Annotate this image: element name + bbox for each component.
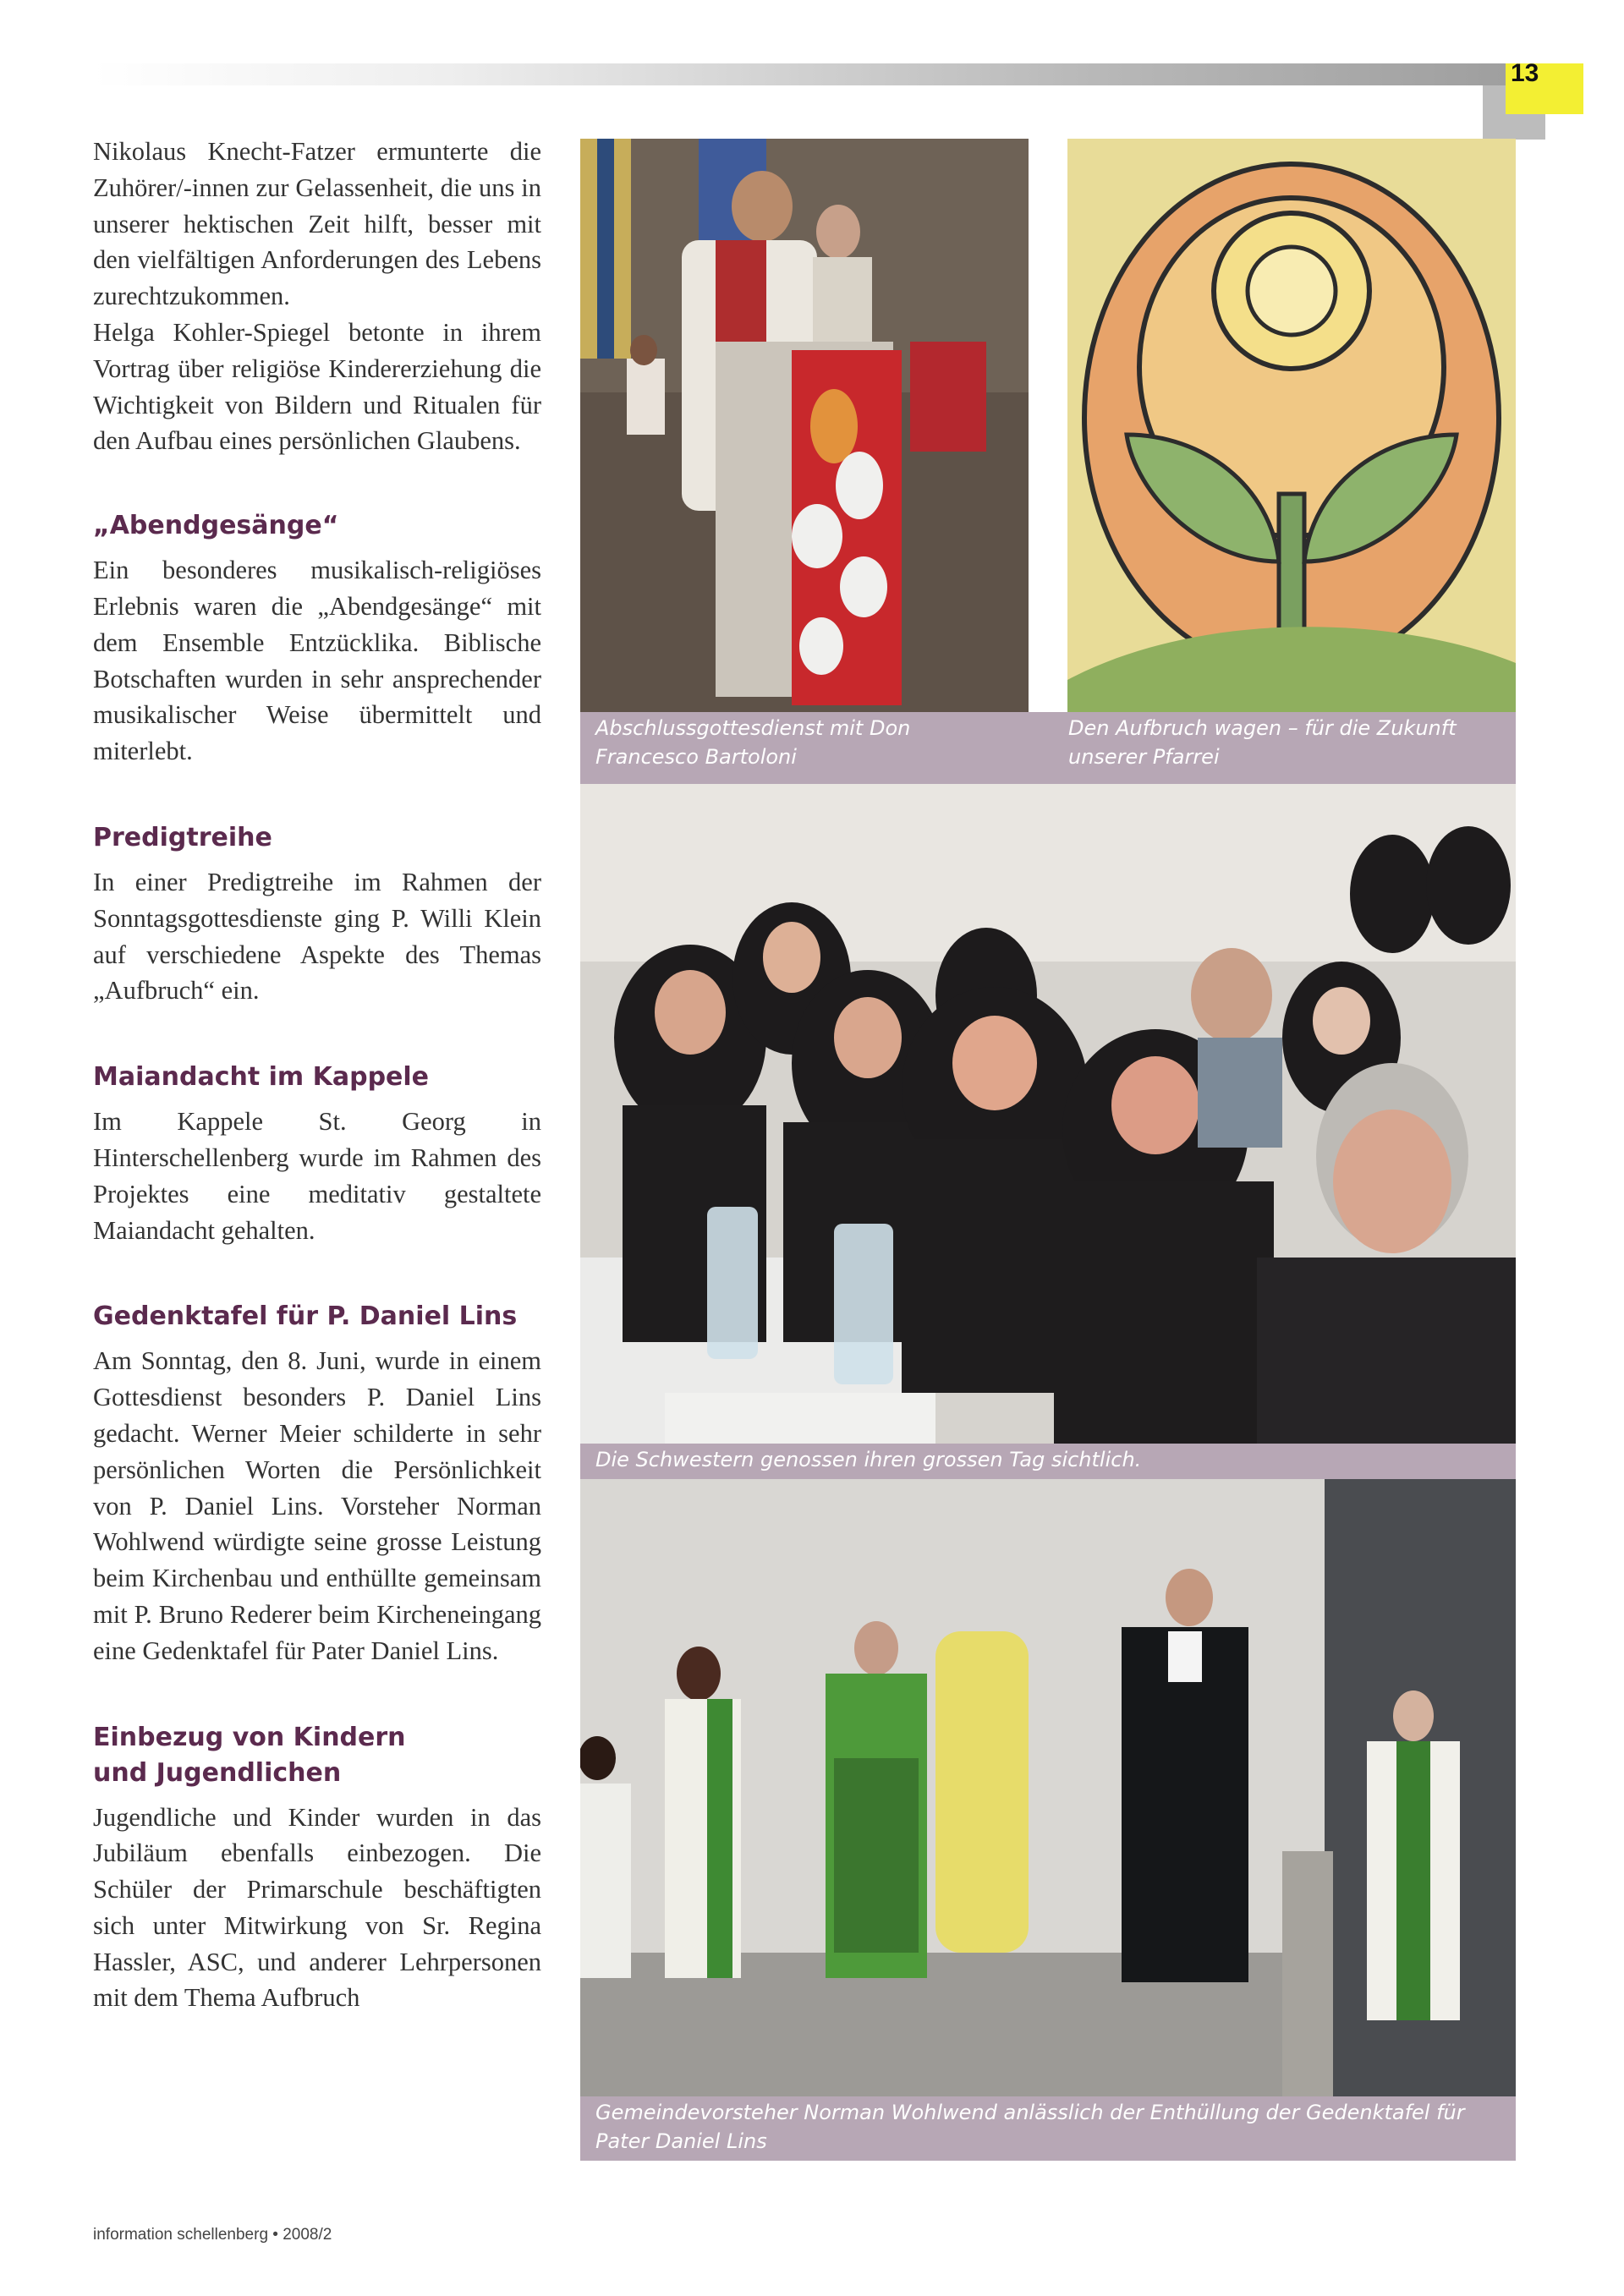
- caption-plaque: Gemeindevorsteher Norman Wohlwend anlässlich der Enthüllung der Gedenktafel für Pater Daniel Lins: [595, 2101, 1465, 2153]
- footer-issue: 2008/2: [283, 2226, 332, 2244]
- photo-closing-mass: [580, 139, 1029, 712]
- intro-paragraph-2: Helga Kohler-Spiegel betonte in ihrem Vortrag über religiöse Kindererziehung die Wichtigkeit von Bildern und Ritualen für den Aufbau eines persönlichen Glaubens.: [93, 317, 541, 456]
- caption-closing-mass: Abschlussgottesdienst mit Don Francesco Bartoloni: [595, 716, 911, 769]
- section-heading-einbezug: Einbezug von Kindern und Jugendlichen: [93, 1722, 406, 1788]
- section-heading-predigtreihe: Predigtreihe: [93, 822, 272, 852]
- footer: [93, 2226, 332, 2244]
- photo-plaque-unveiling: [580, 1479, 1516, 2096]
- caption-plaque-box: [580, 2096, 1516, 2161]
- section-text-maiandacht: Im Kappele St. Georg in Hinterschellenberg wurde im Rahmen des Projektes eine meditativ gestaltete Maiandacht gehalten.: [93, 1107, 541, 1245]
- caption-closing-mass-box: [580, 712, 1029, 784]
- caption-sisters-box: [580, 1444, 1516, 1479]
- photo-sisters: [580, 784, 1516, 1444]
- text-column: [93, 134, 541, 2016]
- page-number: 13: [1511, 59, 1539, 87]
- section-heading-gedenktafel: Gedenktafel für P. Daniel Lins: [93, 1301, 518, 1332]
- caption-painting-box: [1053, 712, 1516, 784]
- section-text-gedenktafel: Am Sonntag, den 8. Juni, wurde in einem Gottesdienst besonders P. Daniel Lins gedacht. Werner Meier schilderte in sehr persönlichen Worten die Persönlichkeit von P. Daniel Lins. Vorsteher Norman Wohlwend würdigte seine grosse Leistung beim Kirchenbau und enthüllte gemeinsam mit P. Bruno Rederer beim Kircheneingang eine Gedenktafel für Pater Daniel Lins.: [93, 1346, 541, 1665]
- section-heading-maiandacht: Maiandacht im Kappele: [93, 1062, 430, 1093]
- caption-sisters: Die Schwestern genossen ihren grossen Tag sichtlich.: [595, 1448, 1142, 1471]
- caption-painting: Den Aufbruch wagen – für die Zukunft unserer Pfarrei: [1068, 716, 1457, 769]
- intro-paragraph-1: Nikolaus Knecht-Fatzer ermunterte die Zuhörer/-innen zur Gelassenheit, die uns in unserer hektischen Zeit hilft, besser mit den vielfältigen Anforderungen des Lebens zurechtzukommen.: [93, 137, 541, 311]
- section-text-predigtreihe: In einer Predigtreihe im Rahmen der Sonntagsgottesdienste ging P. Willi Klein auf verschiedene Aspekte des Themas „Aufbruch“ ein.: [93, 867, 541, 1006]
- section-text-abendgesaenge: Ein besonderes musikalisch-religiöses Erlebnis waren die „Abendgesänge“ mit dem Ensemble Entzücklika. Biblische Botschaften wurden in sehr ansprechender musikalischer Weise übermittelt und miterlebt.: [93, 556, 541, 766]
- section-text-einbezug: Jugendliche und Kinder wurden in das Jubiläum ebenfalls einbezogen. Die Schüler der Primarschule beschäftigten sich unter Mitwirkung von Sr. Regina Hassler, ASC, und anderer Lehrpersonen mit dem Thema Aufbruch: [93, 1802, 541, 2013]
- footer-separator: •: [272, 2226, 278, 2244]
- photo-painting-aufbruch: [1067, 139, 1516, 712]
- footer-publication: information schellenberg: [93, 2226, 269, 2244]
- header-gradient-bar: [93, 63, 1506, 85]
- section-heading-abendgesaenge: „Abendgesänge“: [93, 511, 339, 541]
